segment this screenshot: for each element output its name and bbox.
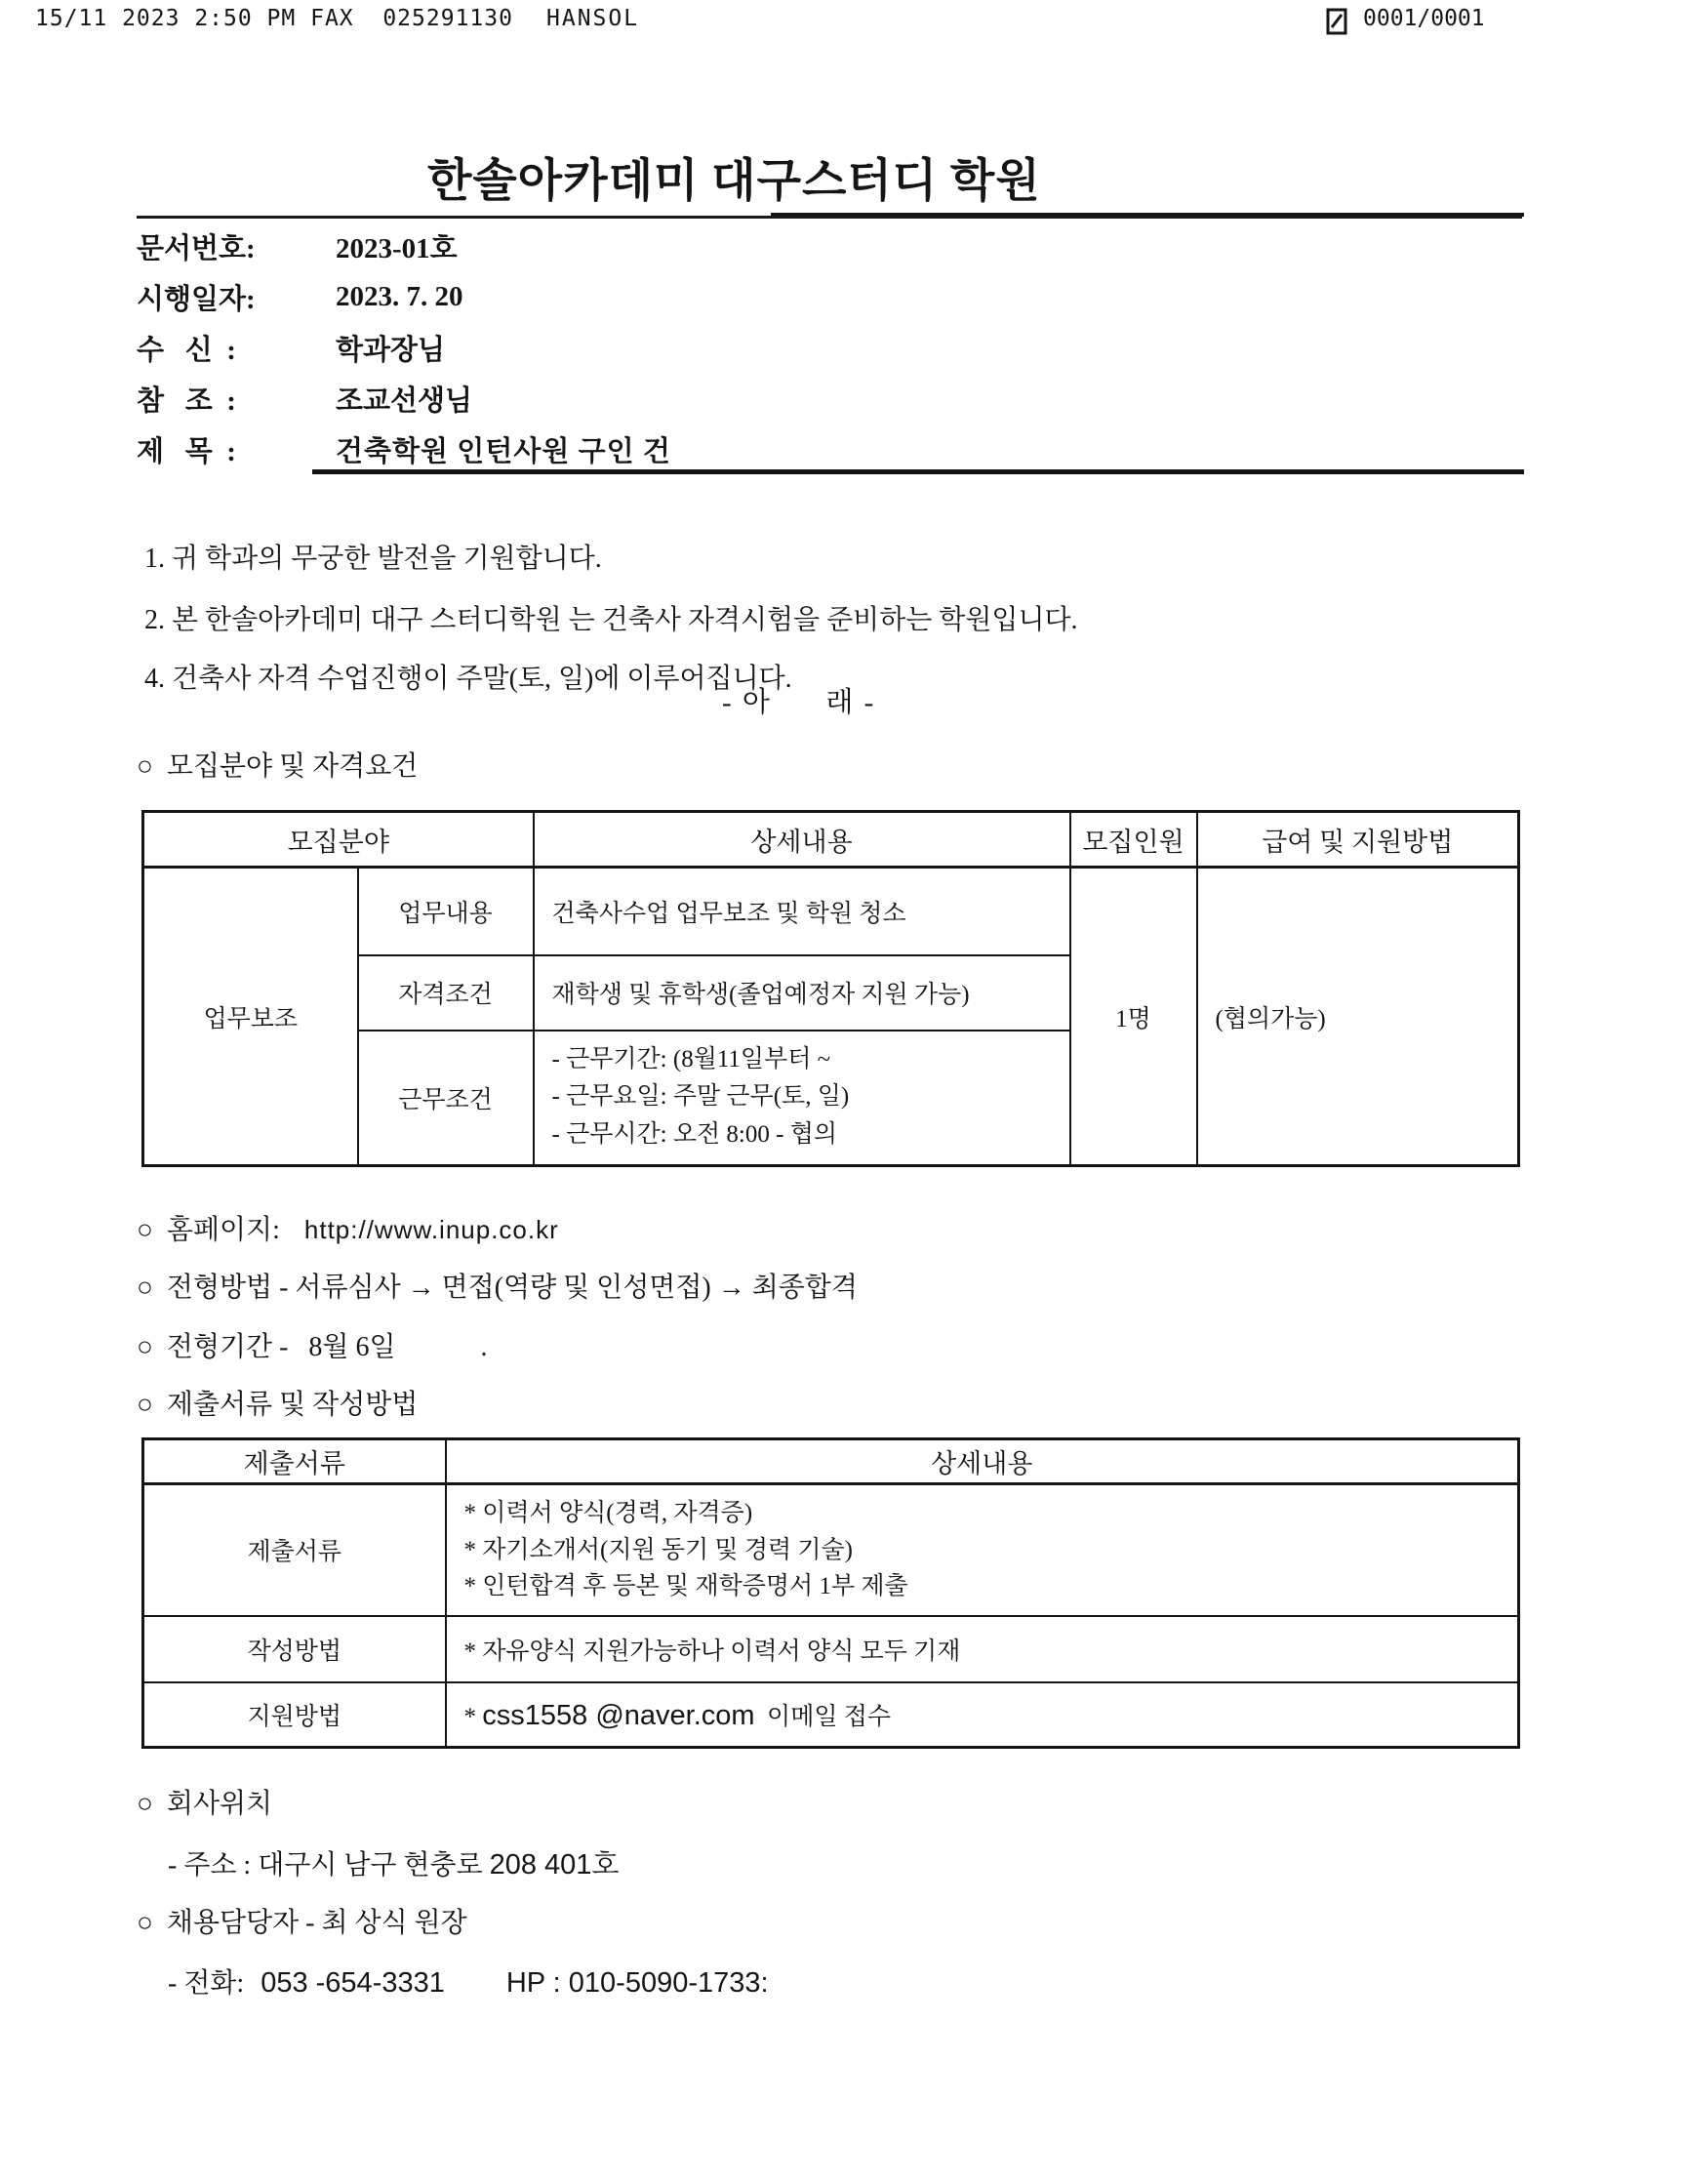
cell-work-label: 업무내용 [358,868,534,955]
recipient-label: 수 신 : [137,334,236,366]
documents-table [141,1437,1520,1749]
recruitment-table [141,810,1520,1167]
cell-docs-detail [446,1484,1519,1616]
condition-line-2: - 근무요일: 주말 근무(토, 일) [551,1083,850,1111]
address-number: 208 401호 [489,1849,620,1881]
table-row [143,1682,1519,1748]
table-row [143,1616,1519,1682]
header-headcount: 모집인원 [1070,812,1197,868]
homepage-url: http://www.inup.co.kr [303,1215,559,1244]
fax-page-icon [1325,7,1349,36]
document-info-block [137,216,1522,474]
issue-date-label: 시행일자: [137,283,256,315]
body-paragraph-1: 1. 귀 학과의 무궁한 발전을 기원합니다. [144,544,602,574]
cell-apply-label: 지원방법 [143,1682,446,1748]
cell-apply-detail [446,1682,1519,1748]
cc-value: 조교선생님 [336,384,473,417]
header-docs-details: 상세내용 [446,1439,1519,1484]
apply-tail: 이메일 접수 [760,1703,892,1730]
section-heading-recruiter: ○ 채용담당자 - 최 상식 원장 [137,1908,467,1938]
documents-table-header-row [143,1439,1519,1484]
issue-date-row [137,271,1522,322]
table-row [143,1484,1519,1616]
cell-write-detail: * 자유양식 지원가능하나 이력서 양식 모두 기재 [446,1616,1519,1682]
condition-line-3: - 근무시간: 오전 8:00 - 협의 [551,1121,837,1149]
condition-line-1: - 근무기간: (8월11일부터 ~ [551,1045,831,1072]
cell-conditions-detail [534,1031,1070,1166]
phone-number: 053 -654-3331 [261,1967,445,1999]
fax-sender: HANSOL [546,6,640,31]
header-recruit-field: 모집분야 [143,812,534,868]
below-divider-text: - 아 래 - [722,687,876,718]
cell-category: 업무보조 [143,868,358,1166]
header-salary: 급여 및 지원방법 [1197,812,1519,868]
section-heading-documents: ○ 제출서류 및 작성방법 [137,1390,419,1420]
doc-number-value: 2023-01호 [336,232,458,264]
docs-line-2: * 자기소개서(지원 동기 및 경력 기술) [463,1536,854,1563]
fax-timestamp: 15/11 2023 2:50 PM FAX 025291130 [35,6,513,31]
subject-row [137,424,1522,474]
cell-salary: (협의가능) [1197,868,1519,1166]
homepage-label: ○ 홈페이지: [137,1215,280,1245]
doc-number-row [137,221,1522,271]
fax-transmission-header [35,6,1665,39]
cc-label: 참 조 : [137,384,236,417]
cell-docs-label: 제출서류 [143,1484,446,1616]
apply-email: css1558 @naver.com [482,1699,755,1731]
homepage-line [137,1208,559,1247]
header-details: 상세내용 [534,812,1070,868]
table-row [143,868,1519,955]
cell-qualification-detail: 재학생 및 휴학생(졸업예정자 지원 가능) [534,955,1070,1031]
apply-bullet: * [463,1703,476,1730]
issue-date-value: 2023. 7. 20 [336,280,463,312]
section-heading-recruitment: ○ 모집분야 및 자격요건 [137,751,419,782]
section-heading-company-location: ○ 회사위치 [137,1789,273,1819]
phone-label: - 전화: [168,1968,245,1999]
fax-page-indicator [1325,6,1485,36]
stray-period-mark: . [480,1332,488,1362]
phone-line [168,1962,769,2001]
document-title: 한솔아카데미 대구스터디 학원 [427,156,1041,207]
subject-underline [312,469,1524,474]
selection-method-line: ○ 전형방법 - 서류심사 → 면접(역량 및 인성면접) → 최종합격 [137,1273,858,1303]
mobile-number: HP : 010-5090-1733: [505,1967,769,1999]
cc-row [137,373,1522,424]
docs-line-1: * 이력서 양식(경력, 자격증) [463,1500,753,1526]
selection-period-text: ○ 전형기간 - 8월 6일 [137,1332,396,1362]
subject-label: 제 목 : [137,435,236,467]
cell-headcount: 1명 [1070,868,1197,1166]
address-line [168,1842,619,1882]
docs-line-3: * 인턴합격 후 등본 및 재학증명서 1부 제출 [463,1573,908,1599]
header-docs: 제출서류 [143,1439,446,1484]
cell-conditions-label: 근무조건 [358,1031,534,1166]
fax-page-count: 0001/0001 [1363,6,1485,31]
recipient-value: 학과장님 [336,334,446,366]
recruitment-table-header-row [143,812,1519,868]
selection-period-line [137,1325,488,1364]
cell-work-detail: 건축사수업 업무보조 및 학원 청소 [534,868,1070,955]
subject-value: 건축학원 인턴사원 구인 건 [336,435,671,467]
recipient-row [137,322,1522,373]
address-label: - 주소 : 대구시 남구 현충로 [168,1850,490,1881]
doc-number-label: 문서번호: [137,232,256,264]
cell-write-label: 작성방법 [143,1616,446,1682]
body-paragraph-2: 2. 본 한솔아카데미 대구 스터디학원 는 건축사 자격시험을 준비하는 학원입니다. [144,605,1078,635]
cell-qualification-label: 자격조건 [358,955,534,1031]
body-paragraph-3: 4. 건축사 자격 수업진행이 주말(토, 일)에 이루어집니다. [144,664,792,694]
